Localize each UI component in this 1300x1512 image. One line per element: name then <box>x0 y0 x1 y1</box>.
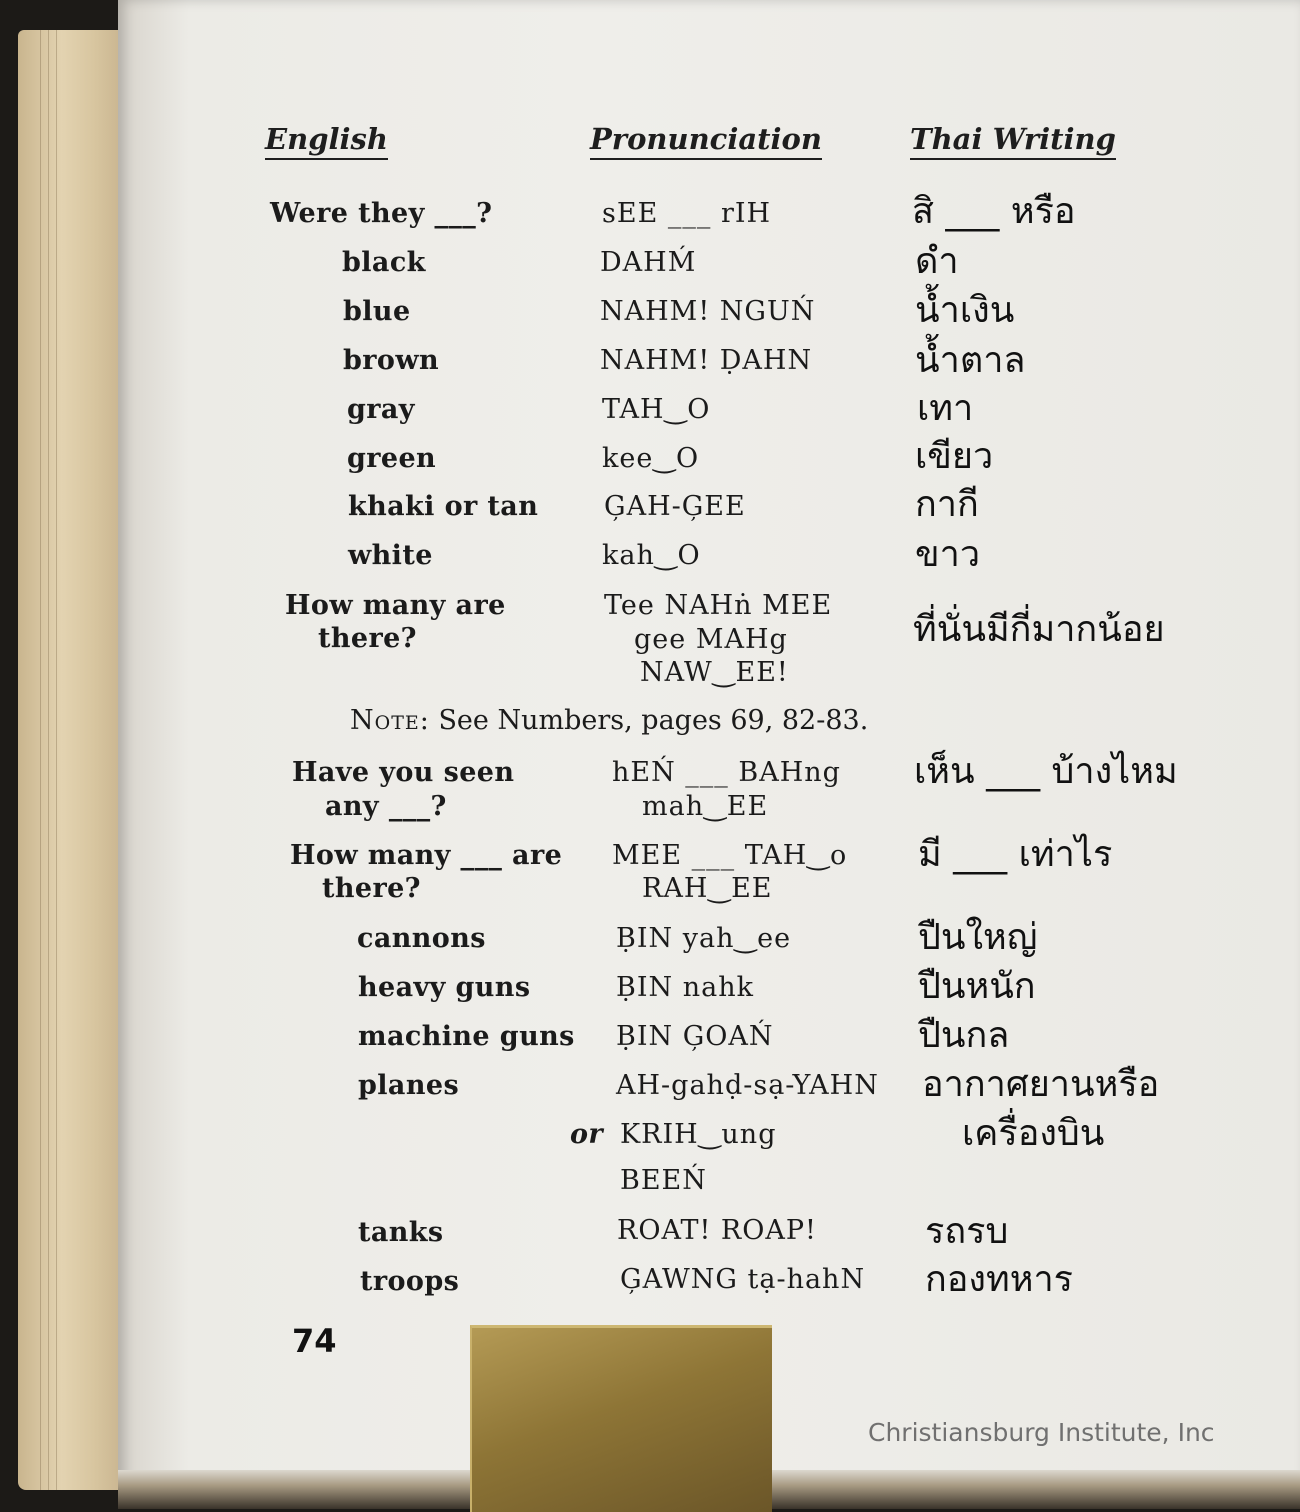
note <box>350 704 868 738</box>
weapon-english: tanks <box>358 1217 444 1248</box>
row-english: white <box>348 540 433 571</box>
row-english: brown <box>343 345 439 376</box>
weapon-pronunciation: ḄIN yah‿ee <box>616 923 792 954</box>
how-many-blank-thai: มี ___ เท่าไร <box>918 834 1113 875</box>
weapon-pronunciation: ROAT! ROAP! <box>617 1215 817 1246</box>
how-many-english-line2: there? <box>318 623 417 654</box>
header-english: English <box>265 122 388 160</box>
weapon-thai: รถรบ <box>925 1211 1009 1252</box>
weapon-pronunciation: ḄIN ĢOAŃ <box>616 1021 774 1052</box>
row-pronunciation: kee‿O <box>602 443 700 474</box>
planes-alt-pronunciation-line2: BEEŃ <box>620 1165 707 1196</box>
note-label: Note: <box>350 705 430 736</box>
weapon-thai: ปืนหนัก <box>918 966 1036 1007</box>
row-english: blue <box>343 296 411 327</box>
how-many-blank-pronunciation-line1: MEE ___ TAH‿o <box>612 840 848 871</box>
or-label: or <box>570 1119 604 1150</box>
row-pronunciation: NAHM! NGUŃ <box>600 296 816 327</box>
how-many-blank-english-line2: there? <box>322 873 421 904</box>
row-thai: เขียว <box>915 436 994 477</box>
row-english: green <box>347 443 437 474</box>
note-text: See Numbers, pages 69, 82-83. <box>438 705 869 736</box>
row-thai: เทา <box>917 388 974 429</box>
weapon-english: troops <box>360 1266 460 1297</box>
row-thai: ขาว <box>915 534 981 575</box>
weapon-thai: อากาศยานหรือ <box>922 1064 1160 1105</box>
row-english: Were they ___? <box>270 198 493 229</box>
row-thai: น้ำเงิน <box>915 290 1015 331</box>
how-many-english-line1: How many are <box>285 590 506 621</box>
row-thai: น้ำตาล <box>915 340 1026 381</box>
row-pronunciation: ĢAH-ĢEE <box>604 491 746 522</box>
row-pronunciation: sEE ___ rIH <box>602 198 772 229</box>
row-thai: กากี <box>915 484 979 525</box>
header-pronunciation: Pronunciation <box>590 122 822 160</box>
weapon-pronunciation: AH-gahḍ-sạ-YAHN <box>616 1070 879 1101</box>
page-number: 74 <box>292 1322 337 1360</box>
weapon-english: planes <box>358 1070 460 1101</box>
row-english: gray <box>347 394 415 425</box>
header-thai-writing: Thai Writing <box>910 122 1116 160</box>
have-you-seen-pronunciation-line2: mah‿EE <box>642 791 769 822</box>
weapon-pronunciation: ĢAWNG tạ-hahN <box>620 1264 866 1295</box>
row-english: khaki or tan <box>348 491 539 522</box>
row-thai: สิ ___ หรือ <box>912 191 1076 232</box>
planes-alt-thai: เครื่องบิน <box>962 1113 1105 1154</box>
how-many-pronunciation-line2: gee MAHg <box>634 624 788 655</box>
book-stand <box>470 1325 772 1512</box>
row-pronunciation: DAHḾ <box>600 247 697 278</box>
have-you-seen-english-line2: any ___? <box>325 791 447 822</box>
row-english: black <box>342 247 426 278</box>
have-you-seen-pronunciation-line1: hEŃ ___ BAHng <box>612 757 841 788</box>
weapon-english: cannons <box>357 923 486 954</box>
watermark: Christiansburg Institute, Inc <box>868 1418 1215 1447</box>
have-you-seen-thai: เห็น ___ บ้างไหม <box>914 751 1178 792</box>
planes-alt-pronunciation-line1: KRIH‿ung <box>620 1119 777 1150</box>
have-you-seen-english-line1: Have you seen <box>292 757 515 788</box>
weapon-english: machine guns <box>358 1021 575 1052</box>
how-many-blank-pronunciation-line2: RAH‿EE <box>642 873 773 904</box>
how-many-blank-english-line1: How many ___ are <box>290 840 563 871</box>
weapon-pronunciation: ḄIN nahk <box>616 972 754 1003</box>
how-many-thai: ที่นั่นมีกี่มากน้อย <box>913 609 1165 650</box>
row-pronunciation: TAH‿O <box>602 394 711 425</box>
row-pronunciation: NAHM! ḌAHN <box>600 345 813 376</box>
how-many-pronunciation-line1: Tee NAHṅ MEE <box>604 590 833 621</box>
weapon-thai: กองทหาร <box>925 1259 1074 1300</box>
row-pronunciation: kah‿O <box>602 540 701 571</box>
weapon-thai: ปืนกล <box>918 1015 1010 1056</box>
how-many-pronunciation-line3: NAW‿EE! <box>640 657 789 688</box>
row-thai: ดำ <box>915 241 959 282</box>
weapon-english: heavy guns <box>358 972 531 1003</box>
weapon-thai: ปืนใหญ่ <box>918 917 1038 958</box>
